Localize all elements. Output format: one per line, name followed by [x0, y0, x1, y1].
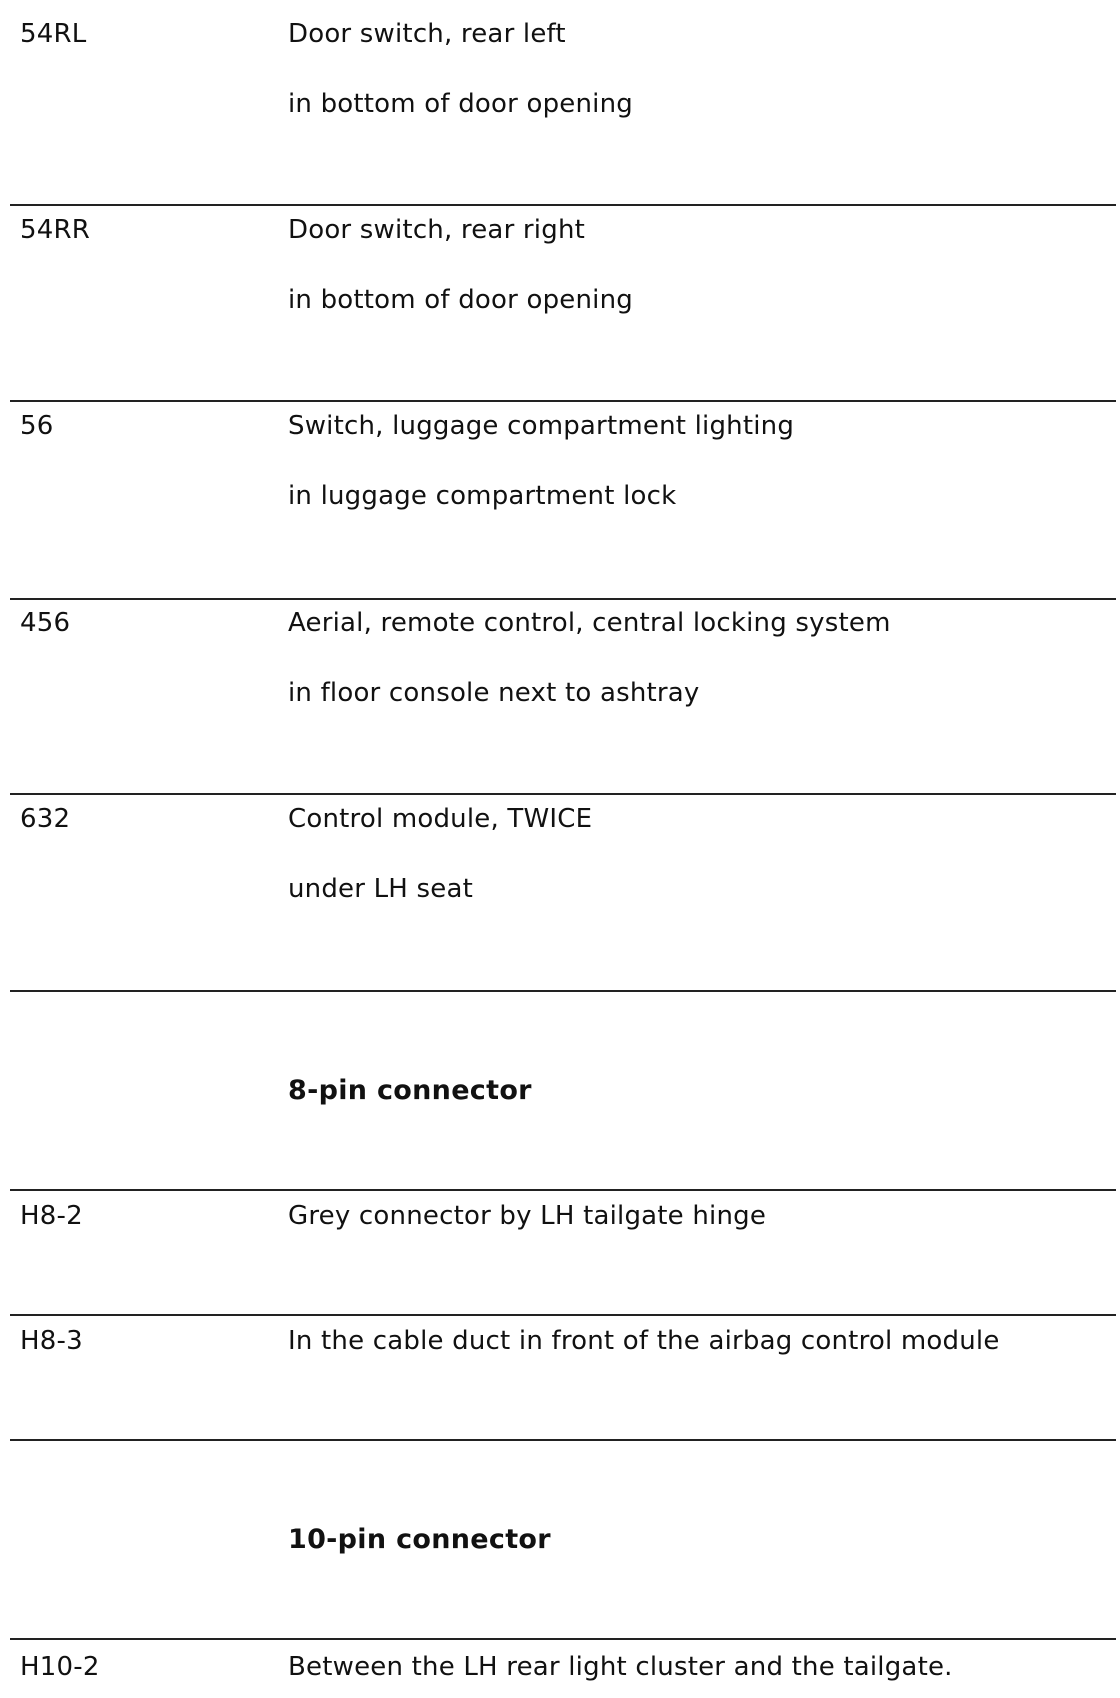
connector-description: Between the LH rear light cluster and the tailgate.	[288, 1652, 953, 1682]
row-divider	[10, 400, 1116, 402]
row-divider	[10, 1439, 1116, 1441]
component-title: Door switch, rear left	[288, 19, 566, 49]
row-divider	[10, 1314, 1116, 1316]
connector-code: H8-3	[20, 1326, 83, 1356]
row-divider	[10, 204, 1116, 206]
component-title: Switch, luggage compartment lighting	[288, 411, 795, 441]
connector-description: In the cable duct in front of the airbag control module	[288, 1326, 1000, 1356]
connector-description: Grey connector by LH tailgate hinge	[288, 1201, 767, 1231]
component-title: Aerial, remote control, central locking system	[288, 608, 891, 638]
row-divider	[10, 598, 1116, 600]
row-divider	[10, 990, 1116, 992]
connector-code: H8-2	[20, 1201, 83, 1231]
section-heading-8pin: 8-pin connector	[288, 1075, 532, 1106]
section-heading-10pin: 10-pin connector	[288, 1524, 551, 1555]
connector-code: H10-2	[20, 1652, 100, 1682]
component-location: in bottom of door opening	[288, 89, 633, 119]
component-location: in luggage compartment lock	[288, 481, 677, 511]
row-divider	[10, 1189, 1116, 1191]
component-code: 456	[20, 608, 71, 638]
component-title: Door switch, rear right	[288, 215, 586, 245]
component-location: in floor console next to ashtray	[288, 678, 700, 708]
component-location: in bottom of door opening	[288, 285, 633, 315]
component-location: under LH seat	[288, 874, 473, 904]
row-divider	[10, 793, 1116, 795]
component-code: 632	[20, 804, 71, 834]
component-code: 54RR	[20, 215, 91, 245]
row-divider	[10, 1638, 1116, 1640]
component-code: 56	[20, 411, 54, 441]
component-title: Control module, TWICE	[288, 804, 593, 834]
component-code: 54RL	[20, 19, 87, 49]
